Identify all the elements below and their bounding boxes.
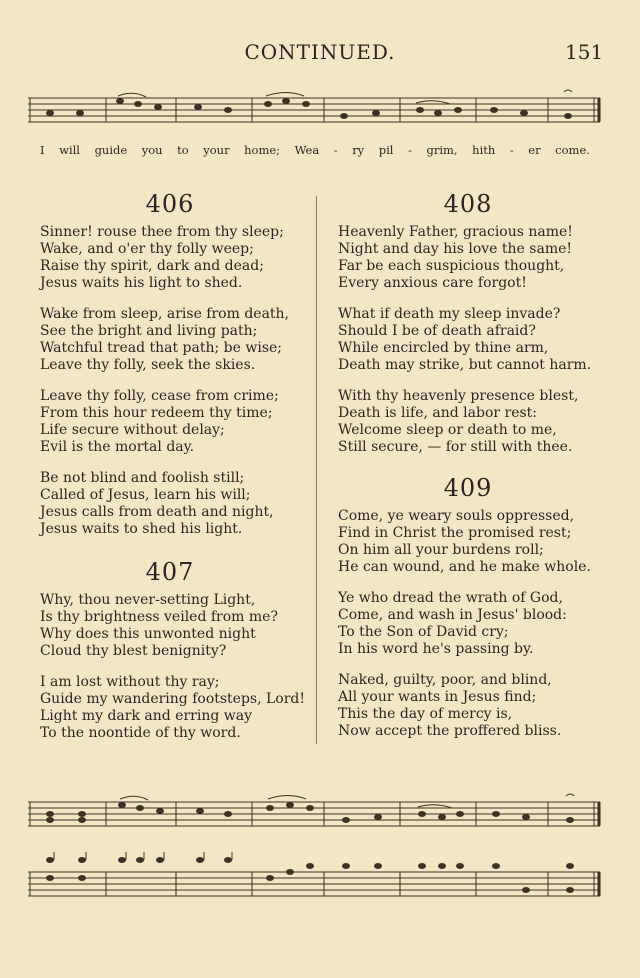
verse-line: Wake from sleep, arise from death, — [40, 306, 290, 322]
verse-line: Why, thou never-setting Light, — [40, 592, 256, 608]
verse-line: Jesus calls from death and night, — [40, 504, 274, 520]
hymn-408-stanza-3 — [338, 388, 598, 456]
hymn-408-stanza-2 — [338, 306, 598, 374]
lyric-syllable: come. — [555, 143, 590, 157]
lyric-syllable: er — [528, 143, 541, 157]
verse-line: This the day of mercy is, — [338, 706, 513, 722]
verse-line: To the Son of David cry; — [338, 624, 509, 640]
right-column — [338, 186, 598, 754]
verse-line: What if death my sleep invade? — [338, 306, 561, 322]
verse-line: Come, ye weary souls oppressed, — [338, 508, 575, 524]
verse-line: Now accept the proffered bliss. — [338, 723, 562, 739]
lyric-syllable: I — [40, 143, 45, 157]
verse-line: Welcome sleep or death to me, — [338, 422, 557, 438]
lyric-syllable: guide — [94, 143, 128, 157]
music-staff-top — [28, 88, 608, 134]
column-divider — [316, 196, 317, 744]
hymn-409-stanza-3 — [338, 672, 598, 740]
music-staff-bottom-treble — [28, 790, 608, 840]
hymn-406-stanza-3 — [40, 388, 300, 456]
verse-line: Called of Jesus, learn his will; — [40, 487, 251, 503]
verse-line: Be not blind and foolish still; — [40, 470, 245, 486]
hymn-408-stanza-1 — [338, 224, 598, 292]
verse-line: Light my dark and erring way — [40, 708, 252, 724]
music-staff-bottom-bass — [28, 852, 608, 912]
verse-line: Leave thy folly, seek the skies. — [40, 357, 256, 373]
hymn-406-stanza-1 — [40, 224, 300, 292]
hymn-407-stanza-2 — [40, 674, 306, 742]
hymn-409-stanza-2 — [338, 590, 598, 658]
lyric-syllable: you — [141, 143, 163, 157]
lyric-syllable: grim, — [426, 143, 458, 157]
hymn-number-406: 406 — [145, 190, 195, 218]
verse-line: Life secure without delay; — [40, 422, 225, 438]
hymn-409-stanza-1 — [338, 508, 598, 576]
verse-line: Death may strike, but cannot harm. — [338, 357, 592, 373]
lyric-syllable: hith — [472, 143, 496, 157]
lyric-syllable: pil — [378, 143, 394, 157]
verse-line: Far be each suspicious thought, — [338, 258, 565, 274]
verse-line: Every anxious care forgot! — [338, 275, 527, 291]
hymn-number-407: 407 — [145, 558, 195, 586]
verse-line: Is thy brightness veiled from me? — [40, 609, 278, 625]
verse-line: In his word he's passing by. — [338, 641, 534, 657]
verse-line: See the bright and living path; — [40, 323, 258, 339]
verse-line: Evil is the mortal day. — [40, 439, 195, 455]
music-lyrics-line — [40, 143, 590, 157]
verse-line: While encircled by thine arm, — [338, 340, 549, 356]
verse-line: Naked, guilty, poor, and blind, — [338, 672, 552, 688]
verse-line: Ye who dread the wrath of God, — [338, 590, 563, 606]
page-title: CONTINUED. — [244, 40, 396, 64]
lyric-syllable: home; — [244, 143, 281, 157]
lyric-syllable: your — [203, 143, 230, 157]
hymn-407-stanza-1 — [40, 592, 300, 660]
lyric-syllable: - — [408, 143, 412, 157]
verse-line: All your wants in Jesus find; — [338, 689, 537, 705]
lyric-syllable: Wea — [294, 143, 320, 157]
verse-line: From this hour redeem thy time; — [40, 405, 273, 421]
lyric-syllable: - — [333, 143, 338, 157]
verse-line: Death is life, and labor rest: — [338, 405, 538, 421]
verse-line: Jesus waits to shed his light. — [40, 521, 243, 537]
lyric-syllable: ry — [352, 143, 365, 157]
hymn-number-409: 409 — [443, 474, 493, 502]
verse-line: Guide my wandering footsteps, Lord! — [40, 691, 306, 707]
verse-line: Find in Christ the promised rest; — [338, 525, 572, 541]
verse-line: Watchful tread that path; be wise; — [40, 340, 283, 356]
verse-line: With thy heavenly presence blest, — [338, 388, 579, 404]
verse-line: Why does this unwonted night — [40, 626, 256, 642]
verse-line: Should I be of death afraid? — [338, 323, 536, 339]
verse-line: Still secure, — for still with thee. — [338, 439, 573, 455]
verse-line: Leave thy folly, cease from crime; — [40, 388, 279, 404]
hymn-number-408: 408 — [443, 190, 493, 218]
verse-line: Come, and wash in Jesus' blood: — [338, 607, 567, 623]
hymn-406-stanza-4 — [40, 470, 300, 538]
lyric-syllable: to — [177, 143, 189, 157]
hymn-406-stanza-2 — [40, 306, 300, 374]
verse-line: Jesus waits his light to shed. — [40, 275, 243, 291]
verse-line: He can wound, and he make whole. — [338, 559, 591, 575]
page-number: 151 — [565, 40, 604, 64]
verse-line: On him all your burdens roll; — [338, 542, 544, 558]
verse-line: Night and day his love the same! — [338, 241, 573, 257]
lyric-syllable: will — [59, 143, 80, 157]
left-column — [40, 186, 306, 756]
verse-line: Wake, and o'er thy folly weep; — [40, 241, 254, 257]
verse-line: To the noontide of thy word. — [40, 725, 241, 741]
verse-line: Cloud thy blest benignity? — [40, 643, 227, 659]
verse-line: Sinner! rouse thee from thy sleep; — [40, 224, 284, 240]
verse-line: Raise thy spirit, dark and dead; — [40, 258, 264, 274]
lyric-syllable: - — [509, 143, 514, 157]
verse-line: I am lost without thy ray; — [40, 674, 220, 690]
verse-line: Heavenly Father, gracious name! — [338, 224, 573, 240]
